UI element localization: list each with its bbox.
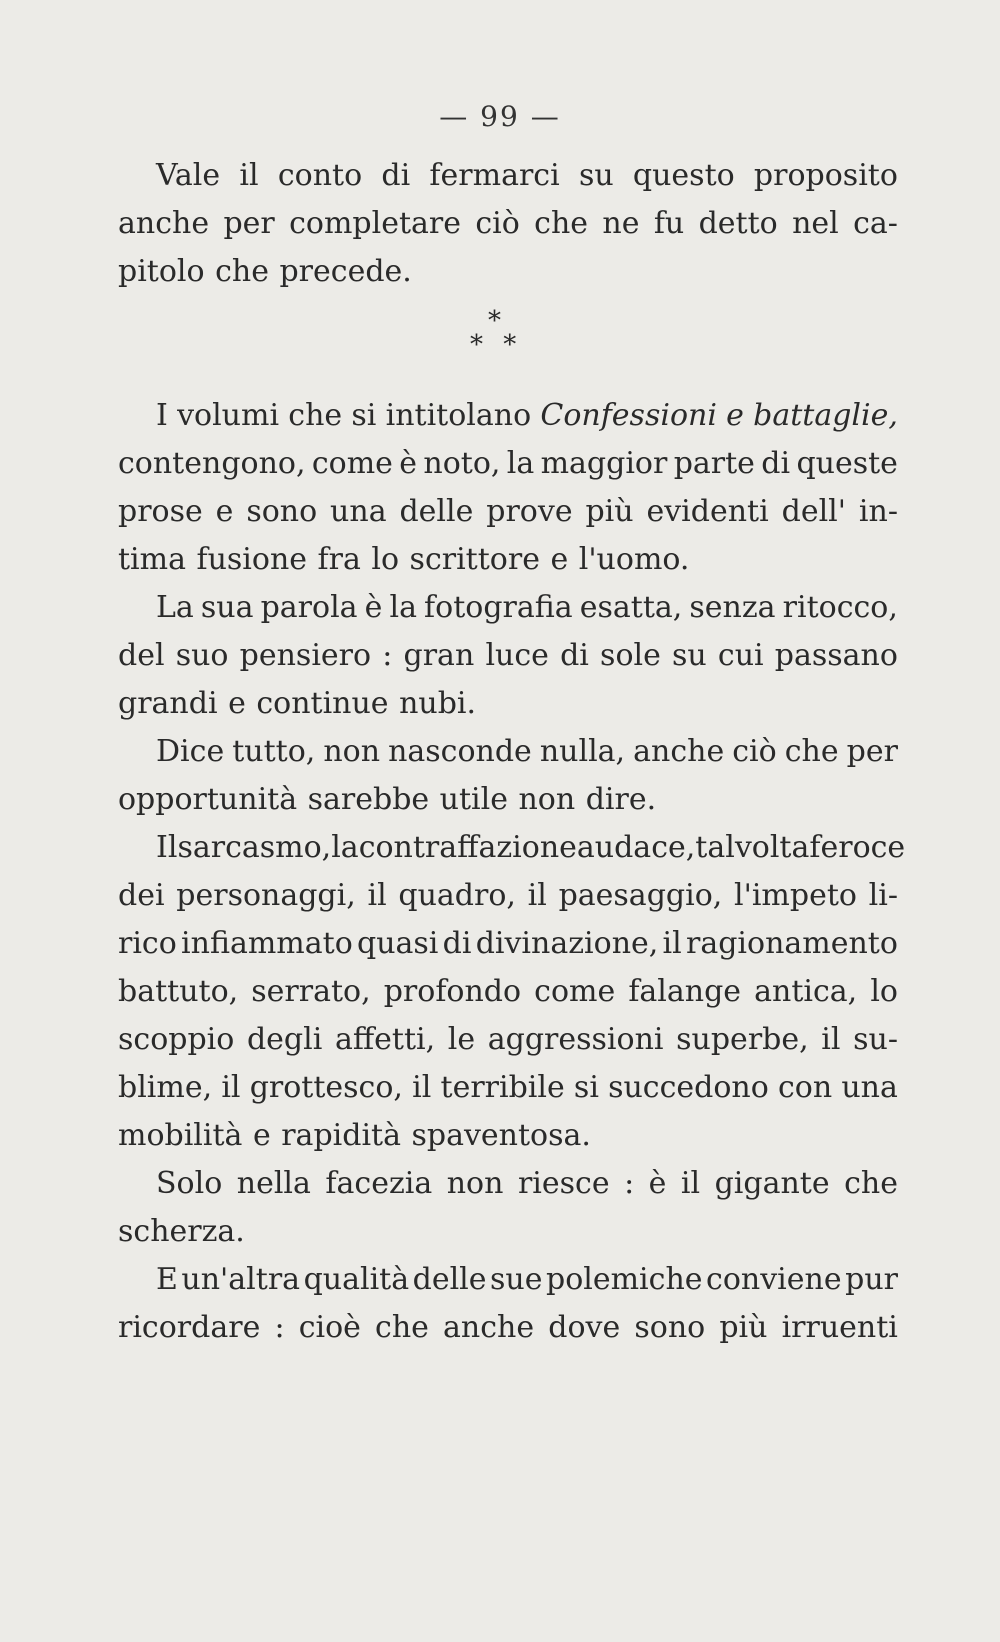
word: riesce [517,1166,610,1201]
word: infiammato [181,926,353,961]
word: quadro, [398,878,516,913]
word: Il [156,830,178,865]
word: serrato, [251,974,371,1009]
word: nasconde [388,734,532,769]
word: sarcasmo, [177,830,332,865]
word: grandi [118,686,218,721]
word: fusione [196,542,308,577]
word: : [624,1166,635,1201]
text-line [118,728,898,776]
word: di [442,926,472,961]
word: più [719,1310,768,1345]
word: sole [600,638,661,673]
word: sono [634,1310,706,1345]
text-line [118,152,898,200]
word: evidenti [646,494,769,529]
word: affetti, [334,1022,436,1057]
word: di [761,446,791,481]
paragraph [118,728,898,824]
word: sarebbe [307,782,430,817]
word: un'altra [181,1262,301,1297]
word: il [221,1070,241,1105]
word: fermarci [429,158,560,193]
word: spaventosa. [411,1118,591,1153]
word: noto, [423,446,501,481]
word: ragionamento [685,926,898,961]
word: lo [870,974,898,1009]
word: continue [256,686,389,721]
word: nel [792,206,839,241]
word: su- [853,1022,898,1057]
word: delle [399,494,474,529]
text-line [118,776,898,824]
word: non [323,734,381,769]
word: maggior [540,446,668,481]
word: : [382,638,393,673]
italic-word: e [726,398,744,433]
word: che [784,734,839,769]
word: succedono [608,1070,769,1105]
word: parte [673,446,755,481]
word: e [215,494,234,529]
body-text [118,152,906,1352]
word: cioè [298,1310,361,1345]
word: come [534,974,616,1009]
word: la [506,446,535,481]
word: delle [412,1262,487,1297]
word: scrittore [409,542,540,577]
word: si [573,1070,599,1105]
asterism-stars-bottom: * * [470,330,523,360]
word: dell' [781,494,847,529]
text-line [118,440,898,488]
word: il [239,158,259,193]
word: anche [633,734,725,769]
word: le [447,1022,476,1057]
word: suo [175,638,229,673]
word: facezia [325,1166,433,1201]
word: che [534,206,589,241]
word: utile [439,782,508,817]
word: ricordare [118,1310,261,1345]
word: E [156,1262,178,1297]
word: che [288,398,343,433]
word: il [367,878,387,913]
word: di [560,638,589,673]
text-line [118,968,898,1016]
word: parola [260,590,358,625]
word: per [223,206,275,241]
text-line [118,632,898,680]
word: La [156,590,194,625]
word: detto [698,206,778,241]
word: anche [118,206,210,241]
word: contraffazione [358,830,577,865]
word: non [446,1166,504,1201]
word: è [364,590,383,625]
word: la [331,830,359,865]
word: ciò [475,206,520,241]
word: I [156,398,168,433]
word: completare [289,206,461,241]
word: opportunità [118,782,298,817]
word: ciò [732,734,777,769]
text-line [118,1304,898,1352]
word: Solo [156,1166,223,1201]
word: sua [200,590,254,625]
word: esatta, [579,590,683,625]
word: scoppio [118,1022,235,1057]
word: più [585,494,634,529]
paragraph [118,824,906,1160]
text-line [118,824,906,872]
word: è [648,1166,667,1201]
text-line [118,488,898,536]
text-line [118,584,898,632]
word: degli [246,1022,323,1057]
word: dei [118,878,165,913]
word: non [518,782,576,817]
word: paesaggio, [558,878,723,913]
word: feroce [809,830,906,865]
word: come [311,446,393,481]
text-line [118,1256,898,1304]
word: profondo [383,974,522,1009]
word: su [578,158,614,193]
word: senza [689,590,776,625]
word: ca- [853,206,898,241]
italic-word: Confessioni [540,398,717,433]
word: rico [118,926,177,961]
word: li- [868,878,898,913]
word: mobilità [118,1118,243,1153]
word: prove [486,494,573,529]
paragraph [118,1160,898,1256]
word: polemiche [546,1262,703,1297]
word: superbe, [676,1022,809,1057]
word: cui [717,638,764,673]
text-line [118,1160,898,1208]
word: precede. [279,254,412,289]
word: intitolano [385,398,532,433]
word: si [351,398,377,433]
text-line [118,1208,898,1256]
text-line [118,248,898,296]
word: sue [490,1262,543,1297]
word: lo [371,542,400,577]
word: pur [845,1262,898,1297]
word: qualità [303,1262,410,1297]
word: che [215,254,269,289]
word: volumi [177,398,280,433]
word: anche [443,1310,535,1345]
word: il [527,878,547,913]
italic-word: battaglie, [753,398,898,433]
word: gigante [714,1166,830,1201]
word: irruenti [781,1310,898,1345]
page-number: — 99 — [439,100,561,133]
word: prose [118,494,203,529]
word: Dice [156,734,225,769]
text-line [118,200,898,248]
word: Vale [156,158,221,193]
word: divinazione, [475,926,659,961]
text-line [118,1016,898,1064]
word: grottesco, [249,1070,403,1105]
word: gran [403,638,475,673]
text-line [118,872,898,920]
word: : [274,1310,285,1345]
word: che [844,1166,898,1201]
word: nella [236,1166,311,1201]
word: l'uomo. [578,542,690,577]
word: quasi [357,926,439,961]
word: il [662,926,682,961]
word: audace, [576,830,696,865]
word: una [841,1070,898,1105]
word: conviene [706,1262,842,1297]
word: e [550,542,569,577]
word: aggressioni [487,1022,664,1057]
word: ritocco, [782,590,898,625]
text-line [118,1064,898,1112]
word: luce [485,638,549,673]
word: è [399,446,418,481]
word: di [381,158,411,193]
paragraph [118,584,898,728]
text-line [118,536,898,584]
word: conto [277,158,363,193]
word: fu [653,206,685,241]
word: antica, [754,974,858,1009]
asterism-divider [118,296,898,392]
word: ne [602,206,640,241]
word: fra [317,542,361,577]
word: il [680,1166,701,1201]
word: il [412,1070,432,1105]
word: queste [796,446,898,481]
word: l'impeto [734,878,857,913]
word: la [389,590,417,625]
word: per [846,734,898,769]
word: su [672,638,707,673]
word: nulla, [539,734,626,769]
paragraph [118,152,898,296]
word: talvolta [695,830,810,865]
word: il [821,1022,841,1057]
word: dire. [585,782,657,817]
word: personaggi, [176,878,356,913]
word: una [330,494,387,529]
text-line [118,680,898,728]
word: fotografia [424,590,573,625]
paragraph [118,392,898,584]
word: e [252,1118,271,1153]
paragraph [118,1256,898,1352]
word: e [228,686,246,721]
text-line-with-title [118,392,898,440]
word: rapidità [281,1118,401,1153]
word: tima [118,542,186,577]
word: proposito [753,158,898,193]
word: falange [628,974,742,1009]
word: pensiero [239,638,372,673]
word: sono [246,494,318,529]
word: blime, [118,1070,213,1105]
text-line [118,1112,898,1160]
word: con [778,1070,833,1105]
word: tutto, [232,734,316,769]
word: contengono, [118,446,306,481]
asterism-star-top: * [488,306,501,336]
word: terribile [440,1070,565,1105]
text-line [118,920,898,968]
word: del [118,638,165,673]
word: dove [548,1310,621,1345]
word: scherza. [118,1214,245,1249]
word: battuto, [118,974,239,1009]
word: pitolo [118,254,205,289]
word: passano [774,638,898,673]
word: nubi. [399,686,477,721]
word: che [375,1310,429,1345]
word: in- [858,494,898,529]
word: questo [632,158,735,193]
